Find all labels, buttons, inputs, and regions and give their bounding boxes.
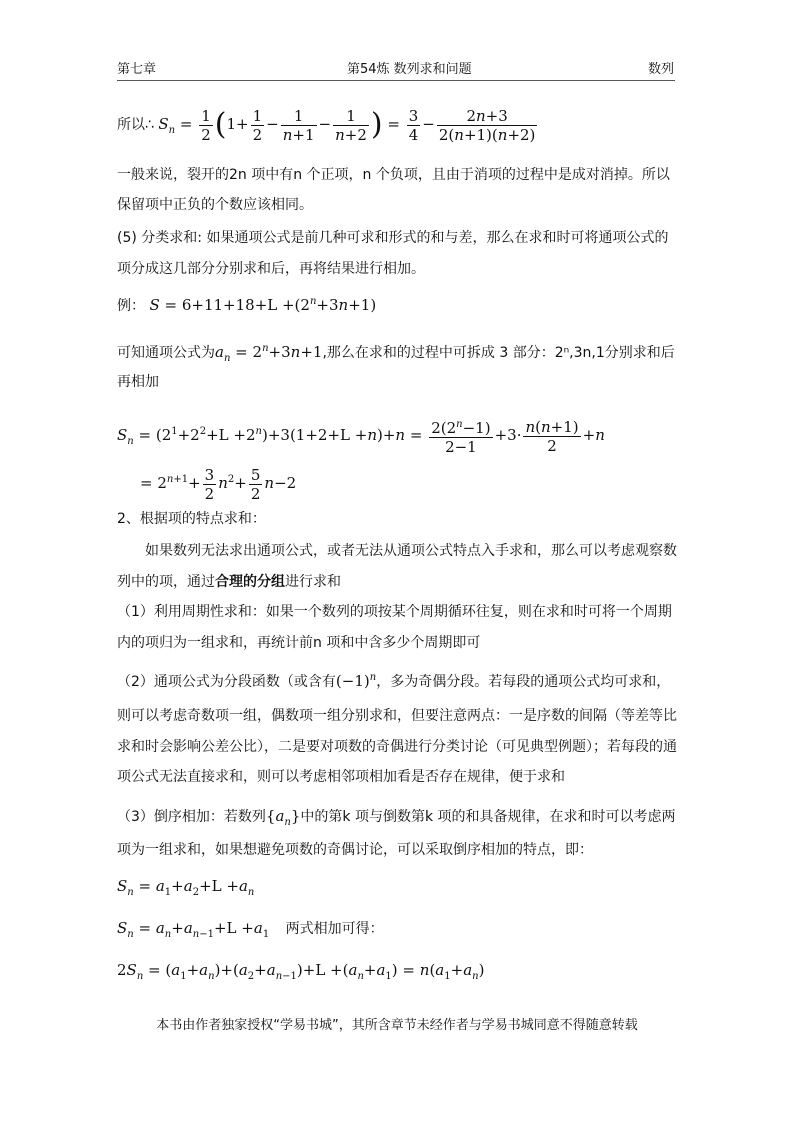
text-segment: （3）倒序相加：若数列: [117, 809, 266, 825]
paragraph-line: [117, 572, 677, 592]
text-segment: ，多为奇偶分段。若每段的通项公式均可求和，: [376, 674, 671, 690]
paragraph-line: 则可以考虑奇数项一组，偶数项一组分别求和，但要注意两点：一是序数的间隔（等差等比: [117, 708, 677, 724]
section-label: 数列: [648, 62, 675, 77]
text-segment: （2）通项公式为分段函数（或含有: [117, 674, 336, 690]
paragraph-line: 项为一组求和，如果想避免项数的奇偶讨论，可以采取倒序相加的特点，即：: [117, 842, 593, 858]
text-segment: 进行求和: [285, 574, 341, 590]
formula-split-sum: $S_n = (2^1+2^2+L +2^n)+3(1+2+L +n)+n$ = $\frac{2(2^n-1)}{2-1}$ +3· $\frac{n(n+1)}{2}$ +n: [117, 417, 605, 456]
paragraph-line: 项分成这几部分分别求和后，再将结果进行相加。: [117, 261, 425, 277]
paragraph-line: 保留项中正负的个数应该相同。: [117, 197, 313, 213]
text-segment: ,那么在求和的过程中可拆成 3 部分：2ⁿ,3n,1分别求和后: [322, 345, 675, 361]
header-divider: [117, 80, 675, 81]
bold-text: 合理的分组: [215, 574, 285, 590]
formula-reverse-sum: $S_n = a_n+a_{n-1}+L +a_1$ 两式相加可得：: [117, 919, 384, 940]
paragraph-line: 如果数列无法求出通项公式，或者无法从通项公式特点入手求和，那么可以考虑观察数: [145, 543, 677, 559]
paragraph-line: （1）利用周期性求和：如果一个数列的项按某个周期循环往复，则在求和时可将一个周期: [117, 604, 672, 620]
example-line: 例： $S = 6+11+18+L +(2^n+3n+1)$: [117, 296, 377, 314]
paragraph-line: 项公式无法直接求和，则可以考虑相邻项相加看是否存在规律，便于求和: [117, 769, 565, 785]
paragraph-line: 再相加: [117, 374, 159, 390]
formula-sum-result: 所以∴ $S_n$ = $\frac{1}{2}$ (1+ $\frac{1}{2}$ − $\frac{1}{n+1}$ − $\frac{1}{n+2}$ ) = $\frac{3}{4}$ − $\frac{2n+3}{2(n+1)(n+2)}$: [117, 106, 536, 144]
paragraph-line: 内的项归为一组求和，再统计前n 项和中含多少个周期即可: [117, 635, 481, 651]
section-heading: 2、根据项的特点求和：: [117, 511, 266, 527]
text-segment: 中的第k 项与倒数第k 项的和具备规律，在求和时可以考虑两: [300, 809, 676, 825]
chapter-label: 第七章: [117, 62, 157, 77]
paragraph-line: （2）通项公式为分段函数（或含有$(-1)^n$，多为奇偶分段。若每段的通项公式均可求和，: [117, 672, 671, 690]
paragraph-line: （3）倒序相加：若数列$\{a_n\}$中的第k 项与倒数第k 项的和具备规律，在求和时可以考虑两: [117, 807, 676, 828]
text-segment: 列中的项，通过: [117, 574, 215, 590]
text-segment: 可知通项公式为: [117, 345, 215, 361]
text-so: 所以∴: [117, 117, 154, 133]
formula-double-sum: $2S_n = (a_1+a_n)+(a_2+a_{n-1})+L +(a_n+a_1) = n(a_1+a_n)$: [117, 961, 485, 982]
paragraph-line: 求和时会影响公差公比），二是要对项数的奇偶进行分类讨论（可见典型例题）；若每段的通: [117, 739, 677, 755]
paragraph-line: (5) 分类求和: 如果通项公式是前几种可求和形式的和与差，那么在求和时可将通项公式的: [117, 230, 669, 246]
example-label: 例：: [117, 298, 145, 314]
copyright-footer: 本书由作者独家授权“学易书城”，其所含章节未经作者与学易书城同意不得随意转载: [156, 1018, 638, 1033]
paragraph-line: 一般来说，裂开的2n 项中有n 个正项，n 个负项，且由于消项的过程中是成对消掉。所以: [117, 167, 670, 183]
text-segment: 两式相加可得：: [285, 921, 384, 937]
paragraph-line: 可知通项公式为$a_n = 2^n+3n+1$,那么在求和的过程中可拆成 3 部分：2ⁿ,3n,1分别求和后: [117, 343, 675, 364]
formula-forward-sum: $S_n = a_1+a_2+L +a_n$: [117, 877, 255, 898]
page-title: 第54炼 数列求和问题: [347, 62, 472, 77]
formula-split-result: = $2^{n+1}+$ $\frac{3}{2}$ $n^2+$ $\frac{5}{2}$ n−2: [140, 465, 297, 503]
